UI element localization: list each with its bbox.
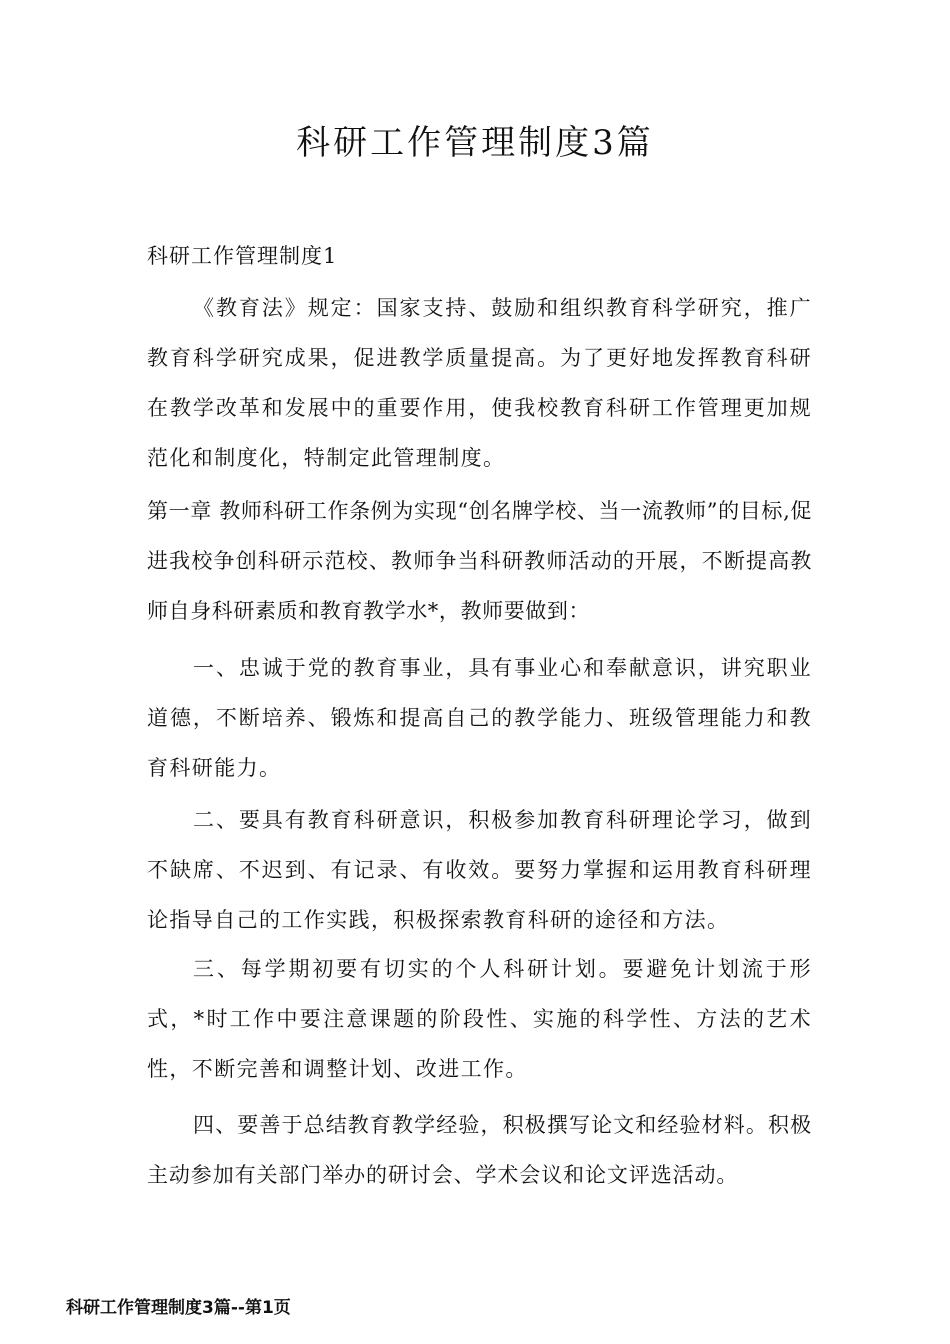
- page-footer: 科研工作管理制度3篇--第1页: [66, 1298, 291, 1318]
- paragraph-chapter-one: 第一章 教师科研工作条例为实现“创名牌学校、当一流教师”的目标,促进我校争创科研示范校、教师争当科研教师活动的开展，不断提高教师自身科研素质和教育教学水*，教师要做到：: [147, 499, 812, 623]
- paragraph-item-one: 一、忠诚于党的教育事业，具有事业心和奉献意识，讲究职业道德，不断培养、锻炼和提高自己的教学能力、班级管理能力和教育科研能力。: [147, 656, 812, 780]
- document-title: 科研工作管理制度3篇: [296, 123, 654, 163]
- paragraph-item-three: 三、每学期初要有切实的个人科研计划。要避免计划流于形式，*时工作中要注意课题的阶段性、实施的科学性、方法的艺术性，不断完善和调整计划、改进工作。: [147, 957, 812, 1081]
- paragraph-item-four: 四、要善于总结教育教学经验，积极撰写论文和经验材料。积极主动参加有关部门举办的研讨会、学术会议和论文评选活动。: [147, 1113, 812, 1187]
- paragraph-education-law: 《教育法》规定：国家支持、鼓励和组织教育科学研究，推广教育科学研究成果，促进教学质量提高。为了更好地发挥教育科研在教学改革和发展中的重要作用，使我校教育科研工作管理更加规范化和制度化，特制定此管理制度。: [147, 296, 812, 470]
- section-heading: 科研工作管理制度1: [147, 244, 338, 268]
- paragraph-item-two: 二、要具有教育科研意识，积极参加教育科研理论学习，做到不缺席、不迟到、有记录、有收效。要努力掌握和运用教育科研理论指导自己的工作实践，积极探索教育科研的途径和方法。: [147, 808, 812, 932]
